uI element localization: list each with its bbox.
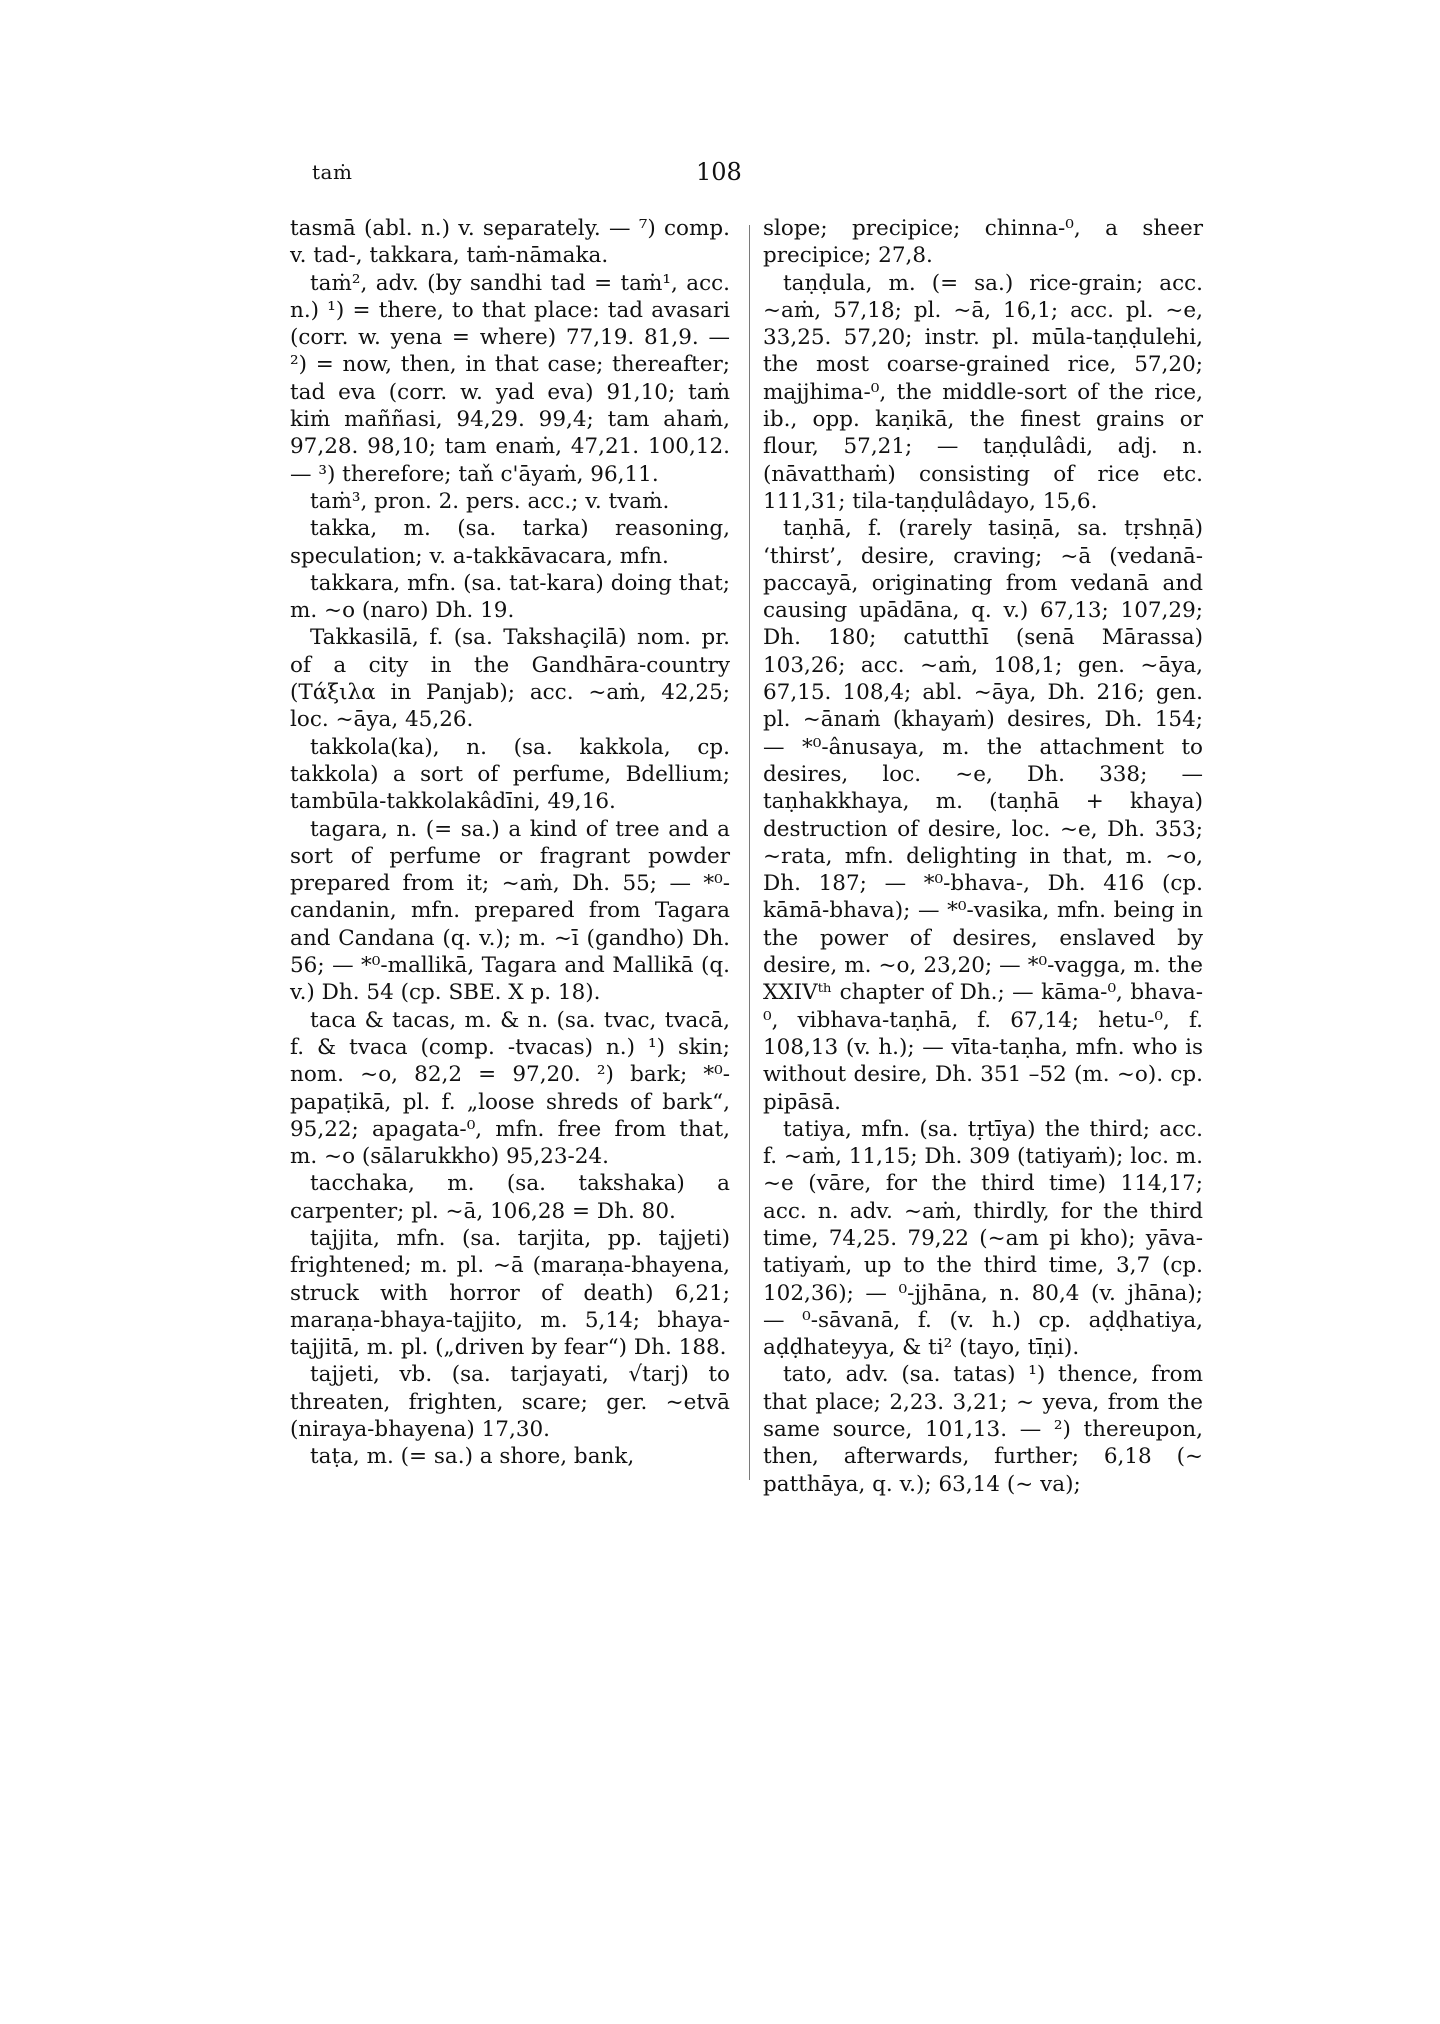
dictionary-entry: takkara, mfn. (sa. tat-kara) doing that; m. ~o (naro) Dh. 19. bbox=[290, 570, 730, 624]
dictionary-entry: taṇhā, f. (rarely tasiṇā, sa. tṛshṇā) ‘thirst’, desire, craving; ~ā (vedanā-paccayā, originating from vedanā and causing upādāna, q. v.) 67,13; 107,29; Dh. 180; catutthī (senā Mārassa) 103,26; acc. ~aṁ, 108,1; gen. ~āya, 67,15. 108,4; abl. ~āya, Dh. 216; gen. pl. ~ānaṁ (khayaṁ) desires, Dh. 154; — *⁰-ânusaya, m. the attachment to desires, loc. ~e, Dh. 338; — taṇhakkhaya, m. (taṇhā + khaya) destruction of desire, loc. ~e, Dh. 353; ~rata, mfn. delighting in that, m. ~o, Dh. 187; — *⁰-bhava-, Dh. 416 (cp. kāmā-bhava); — *⁰-vasika, mfn. being in the power of desires, enslaved by desire, m. ~o, 23,20; — *⁰-vagga, m. the XXIVᵗʰ chapter of Dh.; — kāma-⁰, bhava-⁰, vibhava-taṇhā, f. 67,14; hetu-⁰, f. 108,13 (v. h.); — vīta-taṇha, mfn. who is without desire, Dh. 351 –52 (m. ~o). cp. pipāsā. bbox=[763, 516, 1203, 1115]
page-number: 108 bbox=[696, 158, 742, 186]
dictionary-entry: tatiya, mfn. (sa. tṛtīya) the third; acc. f. ~aṁ, 11,15; Dh. 309 (tatiyaṁ); loc. m. ~e (vāre, for the third time) 114,17; acc. n. adv. ~aṁ, thirdly, for the third time, 74,25. 79,22 (~am pi kho); yāva-tatiyaṁ, up to the third time, 3,7 (cp. 102,36); — ⁰-jjhāna, n. 80,4 (v. jhāna); — ⁰-sāvanā, f. (v. h.) cp. aḍḍhatiya, aḍḍhateyya, & ti² (tayo, tīṇi). bbox=[763, 1116, 1203, 1361]
dictionary-entry: tato, adv. (sa. tatas) ¹) thence, from that place; 2,23. 3,21; ~ yeva, from the same source, 101,13. — ²) thereupon, then, afterwards, further; 6,18 (~ patthāya, q. v.); 63,14 (~ va); bbox=[763, 1362, 1203, 1497]
dictionary-entry: taṁ², adv. (by sandhi tad = taṁ¹, acc. n.) ¹) = there, to that place: tad avasari (corr. w. yena = where) 77,19. 81,9. — ²) = now, then, in that case; thereafter; tad eva (corr. w. yad eva) 91,10; taṁ kiṁ maññasi, 94,29. 99,4; tam ahaṁ, 97,28. 98,10; tam enaṁ, 47,21. 100,12. — ³) therefore; taň c'āyaṁ, 96,11. bbox=[290, 270, 730, 487]
dictionary-entry: tajjita, mfn. (sa. tarjita, pp. tajjeti) frightened; m. pl. ~ā (maraṇa-bhayena, struck with horror of death) 6,21; maraṇa-bhaya-tajjito, m. 5,14; bhaya-tajjitā, m. pl. („driven by fear“) Dh. 188. bbox=[290, 1225, 730, 1361]
column-divider bbox=[749, 225, 750, 1480]
dictionary-entry: tajjeti, vb. (sa. tarjayati, √tarj) to threaten, frighten, scare; ger. ~etvā (niraya-bhayena) 17,30. bbox=[290, 1362, 730, 1443]
dictionary-entry: taṁ³, pron. 2. pers. acc.; v. tvaṁ. bbox=[310, 488, 670, 514]
left-column bbox=[290, 215, 730, 1471]
dictionary-entry: slope; precipice; chinna-⁰, a sheer precipice; 27,8. bbox=[763, 216, 1203, 269]
dictionary-entry: tasmā (abl. n.) v. separately. — ⁷) comp. v. tad-, takkara, taṁ-nāmaka. bbox=[290, 216, 730, 269]
dictionary-entry: tacchaka, m. (sa. takshaka) a carpenter; pl. ~ā, 106,28 = Dh. 80. bbox=[290, 1171, 730, 1224]
dictionary-entry: taca & tacas, m. & n. (sa. tvac, tvacā, f. & tvaca (comp. -tvacas) n.) ¹) skin; nom. ~o, 82,2 = 97,20. ²) bark; *⁰-papaṭikā, pl. f. „loose shreds of bark“, 95,22; apagata-⁰, mfn. free from that, m. ~o (sālarukkho) 95,23-24. bbox=[290, 1007, 730, 1170]
dictionary-entry: tagara, n. (= sa.) a kind of tree and a sort of perfume or fragrant powder prepared from it; ~aṁ, Dh. 55; — *⁰-candanin, mfn. prepared from Tagara and Candana (q. v.); m. ~ī (gandho) Dh. 56; — *⁰-mallikā, Tagara and Mallikā (q. v.) Dh. 54 (cp. SBE. X p. 18). bbox=[290, 816, 730, 1006]
dictionary-entry: Takkasilā, f. (sa. Takshaçilā) nom. pr. of a city in the Gandhāra-country (Τάξιλα in Panjab); acc. ~aṁ, 42,25; loc. ~āya, 45,26. bbox=[290, 625, 730, 733]
dictionary-entry: takka, m. (sa. tarka) reasoning, speculation; v. a-takkāvacara, mfn. bbox=[290, 516, 730, 569]
right-column bbox=[763, 215, 1203, 1498]
dictionary-entry: taṭa, m. (= sa.) a shore, bank, bbox=[310, 1444, 635, 1470]
dictionary-entry: taṇḍula, m. (= sa.) rice-grain; acc. ~aṁ, 57,18; pl. ~ā, 16,1; acc. pl. ~e, 33,25. 57,20; instr. pl. mūla-taṇḍulehi, the most coarse-grained rice, 57,20; majjhima-⁰, the middle-sort of the rice, ib., opp. kaṇikā, the finest grains or flour, 57,21; — taṇḍulâdi, adj. n. (nāvatthaṁ) consisting of rice etc. 111,31; tila-taṇḍulâdayo, 15,6. bbox=[763, 270, 1203, 514]
running-head: taṁ bbox=[312, 160, 353, 184]
dictionary-entry: takkola(ka), n. (sa. kakkola, cp. takkola) a sort of perfume, Bdellium; tambūla-takkolakâdīni, 49,16. bbox=[290, 734, 730, 815]
